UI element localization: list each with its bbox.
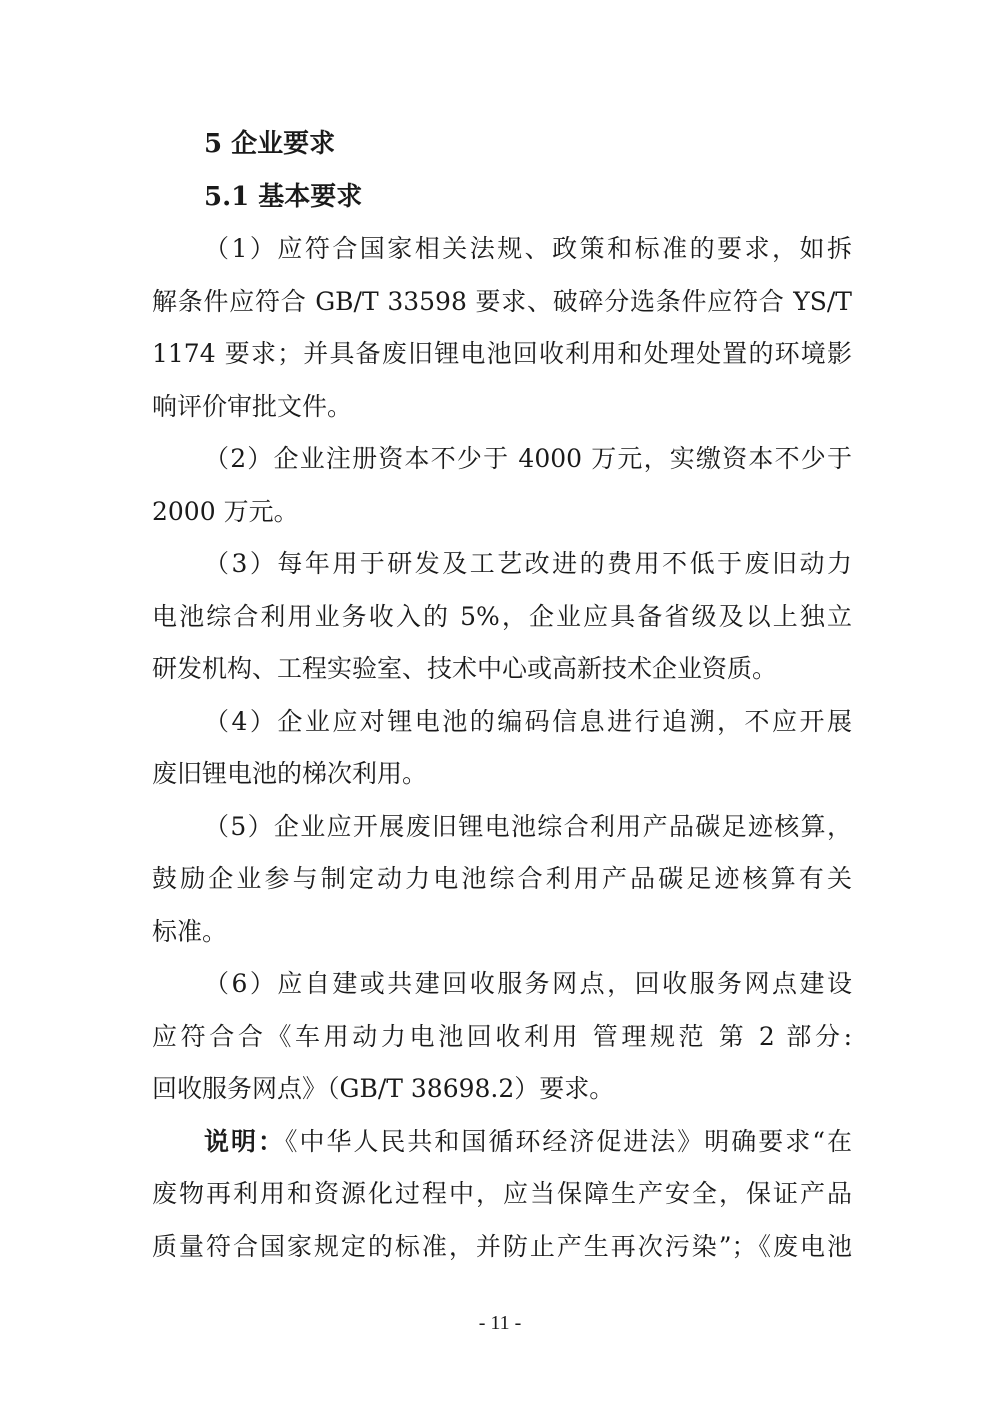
item-2-line-1: （2）企业注册资本不少于 4000 万元，实缴资本不少于 [204, 444, 852, 473]
note-paragraph [152, 1116, 852, 1274]
item-6-line-1: （6）应自建或共建回收服务网点，回收服务网点建设 [204, 969, 852, 998]
requirement-item-3 [152, 538, 852, 696]
item-6-line-2: 应符合合《车用动力电池回收利用 管理规范 第 2 部分: [152, 1021, 852, 1051]
item-3-line-3: 研发机构、工程实验室、技术中心或高新技术企业资质。 [152, 654, 778, 683]
note-line-3: 质量符合国家规定的标准，并防止产生再次污染”；《废电池 [152, 1231, 852, 1261]
item-4-line-2: 废旧锂电池的梯次利用。 [152, 759, 428, 788]
note-label: 说明： [204, 1126, 285, 1156]
item-1-line-4: 响评价审批文件。 [152, 391, 353, 421]
item-6-line-3: 回收服务网点》（GB/T 38698.2）要求。 [152, 1074, 615, 1103]
page-number: - 11 - [478, 1312, 522, 1334]
section-heading: 5 企业要求 [204, 129, 336, 159]
requirement-item-6 [152, 958, 852, 1116]
item-1-line-2: 解条件应符合 GB/T 33598 要求、破碎分选条件应符合 YS/T [152, 286, 852, 316]
note-line-1 [152, 1116, 852, 1169]
note-line-1-text: 《中华人民共和国循环经济促进法》明确要求“在 [284, 1126, 852, 1156]
item-1-line-3: 1174 要求；并具备废旧锂电池回收利用和处理处置的环境影 [152, 339, 852, 368]
subsection-heading: 5.1 基本要求 [204, 181, 363, 212]
requirement-item-5 [152, 801, 852, 959]
item-2-line-2: 2000 万元。 [152, 496, 299, 526]
requirement-item-4 [152, 696, 852, 801]
item-5-line-3: 标准。 [152, 916, 228, 946]
item-5-line-1: （5）企业应开展废旧锂电池综合利用产品碳足迹核算， [204, 811, 852, 841]
item-1-line-1: （1）应符合国家相关法规、政策和标准的要求，如拆 [204, 234, 852, 263]
item-4-line-1: （4）企业应对锂电池的编码信息进行追溯，不应开展 [204, 706, 852, 736]
page-content [152, 118, 852, 1273]
note-line-2: 废物再利用和资源化过程中，应当保障生产安全，保证产品 [152, 1179, 852, 1208]
item-5-line-2: 鼓励企业参与制定动力电池综合利用产品碳足迹核算有关 [152, 864, 852, 893]
item-3-line-1: （3）每年用于研发及工艺改进的费用不低于废旧动力 [204, 549, 852, 578]
item-3-line-2: 电池综合利用业务收入的 5%，企业应具备省级及以上独立 [152, 601, 852, 631]
requirement-item-2 [152, 433, 852, 538]
requirement-item-1 [152, 223, 852, 433]
